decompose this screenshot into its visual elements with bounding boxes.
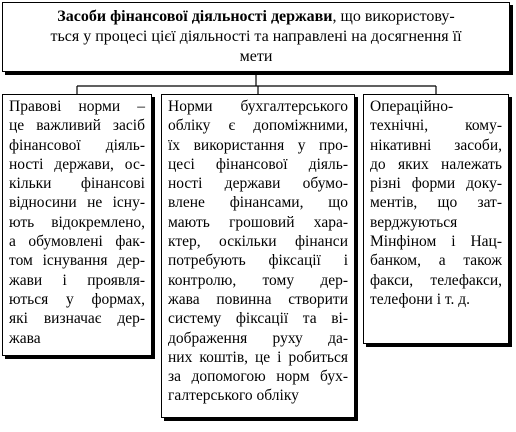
box-text-line: дображення руху да- [168,329,348,347]
box-text-line: влене фінансами, що [168,194,348,212]
top-box-text-2: ться у процесі цієї діяльності та направлені на досягнення її [50,28,462,45]
box-text-line: а обумовлені фак- [9,233,145,251]
box-legal-norms [2,94,152,356]
box-text-line: це важливий засіб [9,117,145,135]
box-text-line: факси, телефакси, [370,271,502,289]
box-text-line: них коштів, це і робиться [168,348,348,366]
top-box-title: Засоби фінансової діяльності держави [57,8,333,25]
box-text-line: жава повинна створити [168,290,348,308]
box-text-line: обліку є допоміжними, [168,117,348,135]
box-text-line: Мінфіном і Нац- [370,233,502,251]
box-text-line: їх використання у про- [168,136,348,154]
box-accounting-norms [161,94,355,418]
box-text-line: телефони і т. д. [370,290,471,308]
box-technical-means [363,94,509,344]
box-text-line: різні форми доку- [370,175,502,193]
box-text-line: жава [9,329,41,347]
box-text-line: відносини не існу- [9,194,145,212]
box-text-line: систему фіксації та ві- [168,310,348,328]
box-text-line: мають грошовий хара- [168,213,348,231]
box-text-line: ності держави обумо- [168,175,348,193]
box-text-line: фінансової діяль- [9,136,145,154]
box-text-line: ності держави, ос- [9,155,145,173]
box-text-line: ють відокремлено, [9,213,145,231]
box-text-line: галтерського обліку [168,387,299,405]
top-box-text-3: мети [239,48,273,65]
box-text-line: контролю, тому дер- [168,271,348,289]
box-text-line: потребують фіксації і [168,252,348,270]
box-text-line: Норми бухгалтерського [168,98,348,115]
box-text-line: нікативні засоби, [370,136,502,154]
box-text-line: за допомогою норм бух- [168,368,348,386]
box-text-line: Правові норми – [9,98,145,115]
box-text-line: верджуються [370,213,458,231]
box-text-line: які визначає дер- [9,310,145,328]
top-box-text-1: , що використову- [332,8,455,25]
box-text-line: жави і проявля- [9,271,145,289]
box-text-line: ються у формах, [9,290,145,308]
box-text-line: цесі фінансової діяль- [168,155,348,173]
box-text-line: кільки фінансові [9,175,145,193]
box-text-line: ментів, що зат- [370,194,502,212]
box-text-line: банком, а також [370,252,502,270]
top-box [2,2,510,72]
box-text-line: до яких належать [370,155,502,173]
box-text-line: ктер, оскільки фінанси [168,233,348,251]
box-text-line: Операційно- [370,98,454,115]
box-text-line: технічні, кому- [370,117,502,135]
box-text-line: том існування дер- [9,252,145,270]
